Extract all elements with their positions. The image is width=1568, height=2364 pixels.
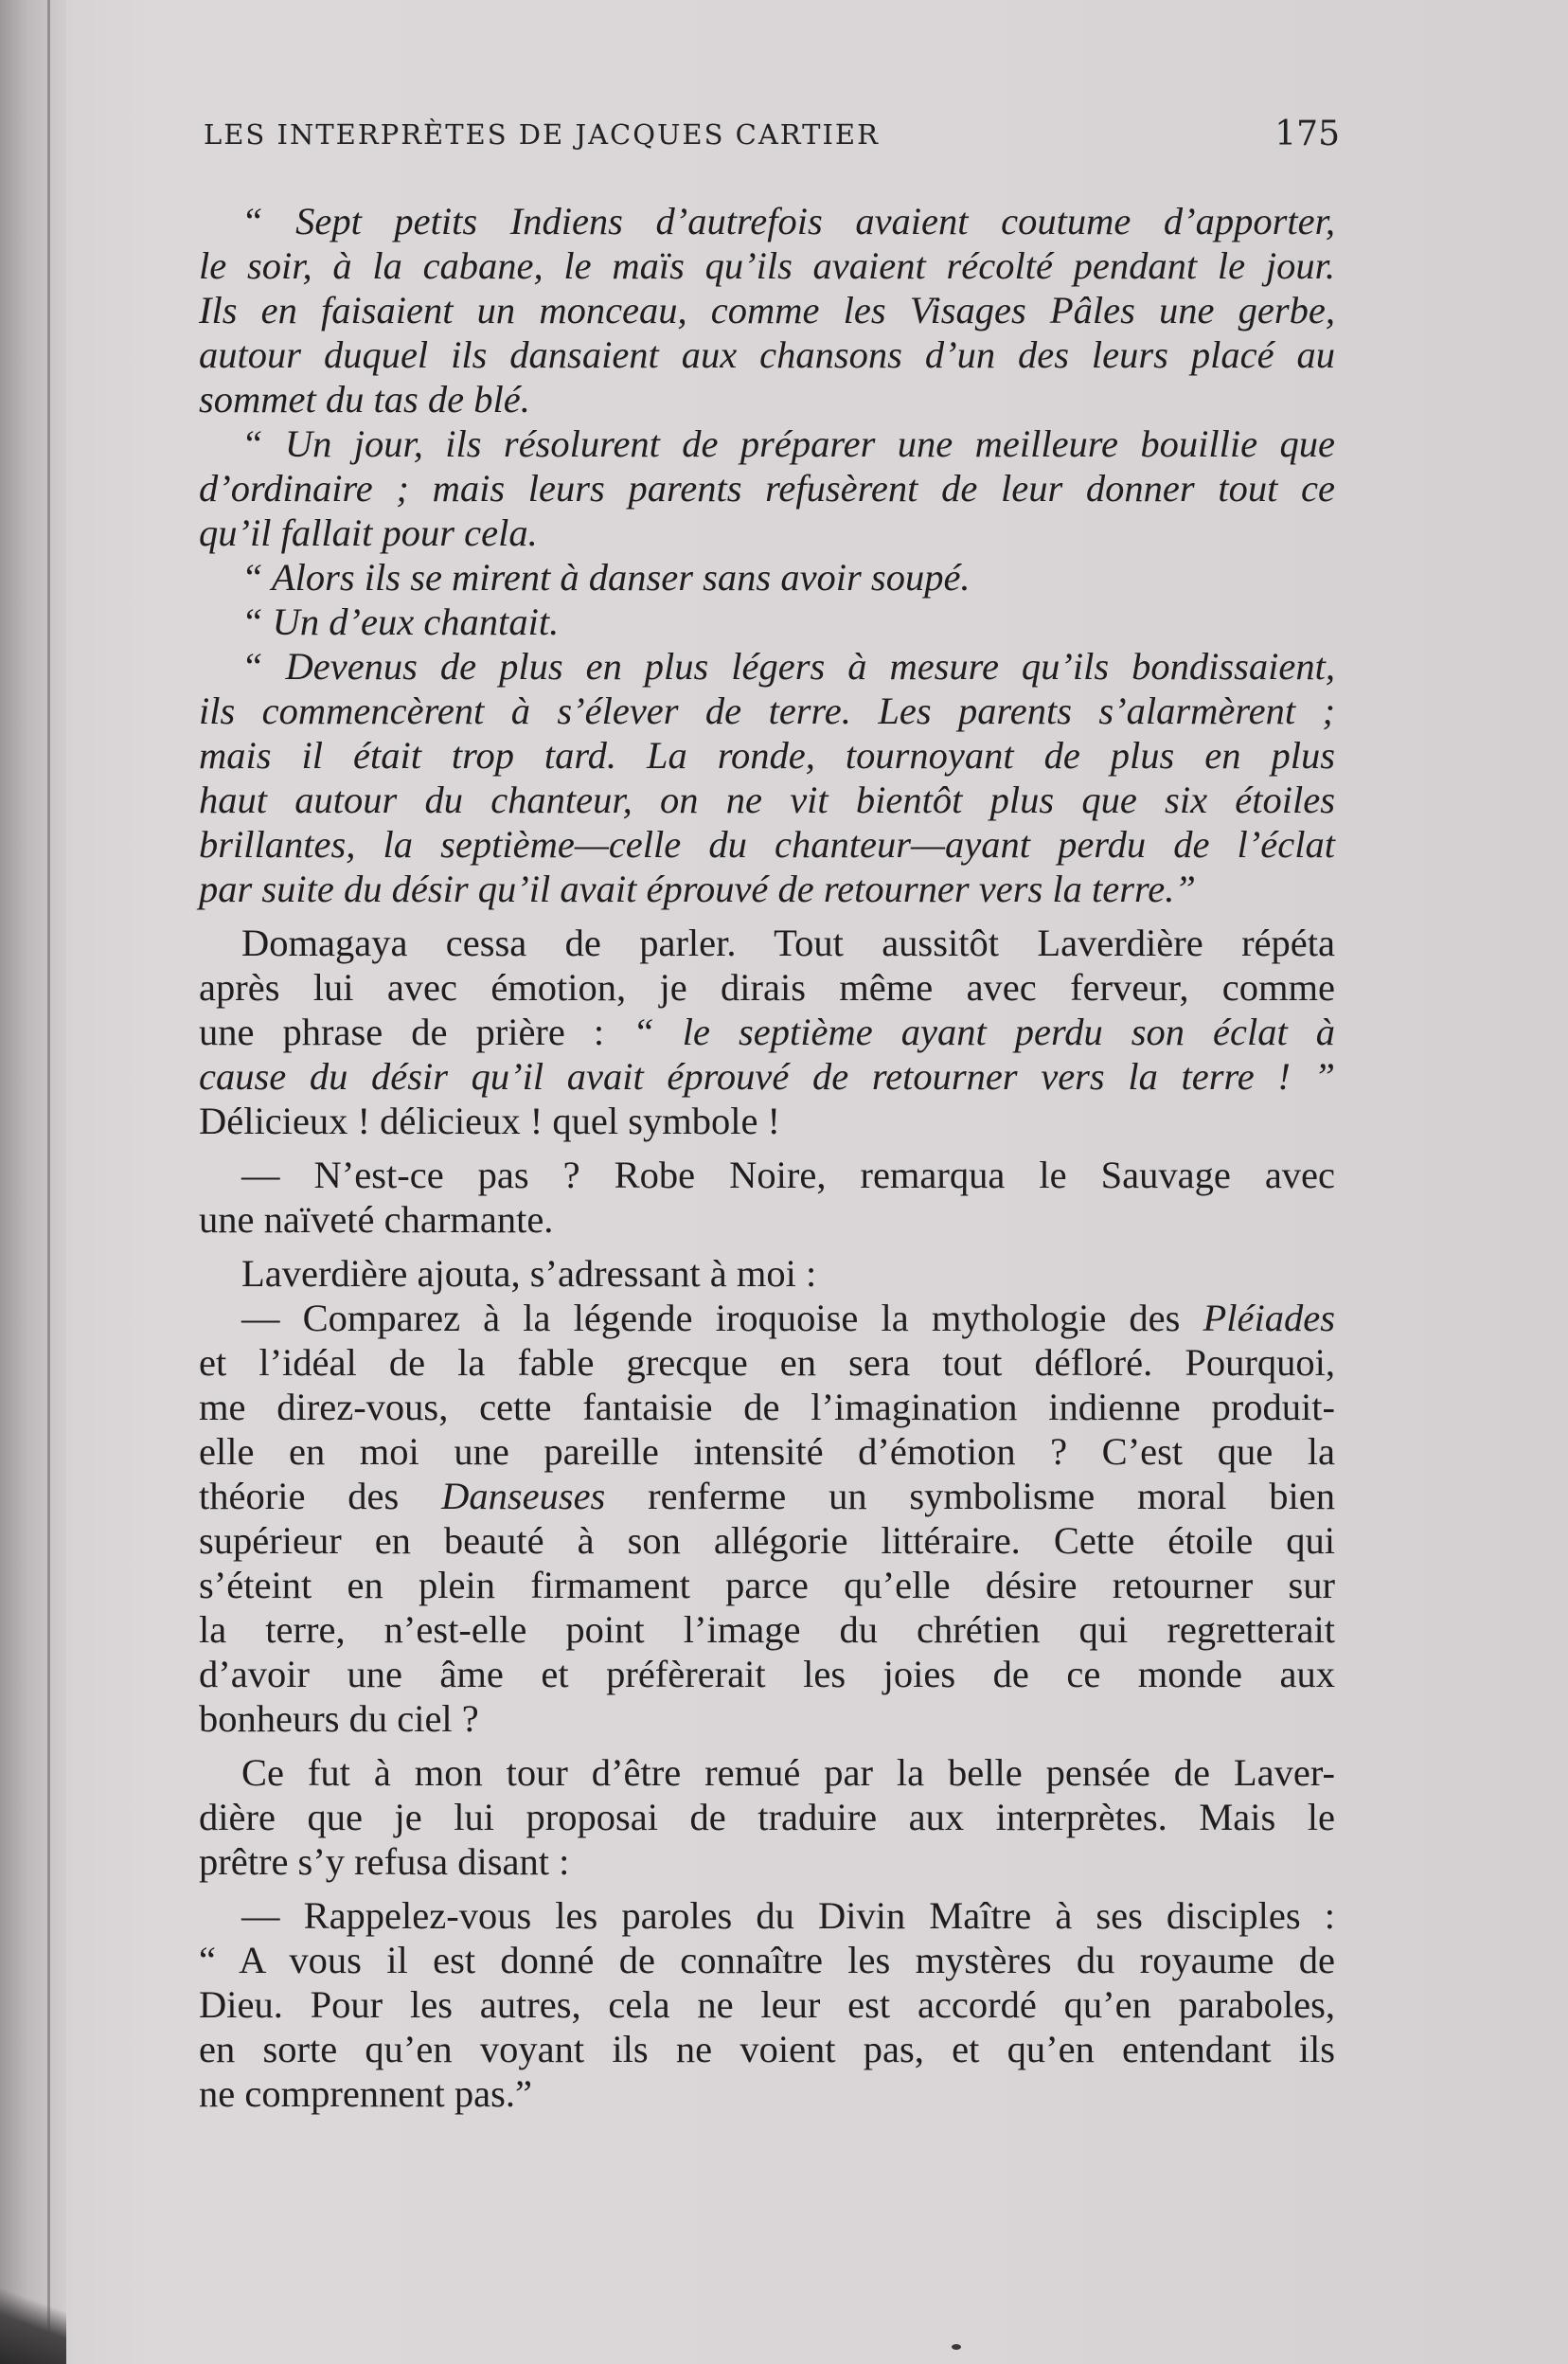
- text-line: s’éteint en plein firmament parce qu’elle désire retourner sur: [199, 1564, 1335, 1606]
- page-corner-shadow: [0, 2279, 66, 2364]
- paragraph-domagaya: [199, 921, 1335, 1143]
- text-line: autour duquel ils dansaient aux chansons d’un des leurs placé au: [199, 333, 1335, 376]
- text-run: — Comparez à la légende iroquoise la mythologie des: [241, 1297, 1203, 1339]
- text-line: Dieu. Pour les autres, cela ne leur est accordé qu’en paraboles,: [199, 1983, 1335, 2026]
- text-line: après lui avec émotion, je dirais même avec ferveur, comme: [199, 966, 1335, 1009]
- text-run: renferme un symbolisme moral bien: [605, 1475, 1336, 1517]
- text-line: Délicieux ! délicieux ! quel symbole !: [199, 1100, 781, 1142]
- text-line: la terre, n’est-elle point l’image du chrétien qui regretterait: [199, 1608, 1335, 1651]
- text-line: Ce fut à mon tour d’être remué par la belle pensée de Laver-: [241, 1751, 1335, 1794]
- legend-paragraph-5: [199, 644, 1335, 911]
- text-line: [199, 1474, 1335, 1518]
- legend-paragraph-4: [199, 600, 1335, 644]
- text-line: ils commencèrent à s’élever de terre. Les parents s’alarmèrent ;: [199, 690, 1335, 732]
- paragraph-laverdiere: [199, 1251, 1335, 1296]
- paragraph-ce-fut: [199, 1750, 1335, 1884]
- page-number: 175: [1274, 115, 1340, 153]
- page-gutter: [0, 0, 66, 2364]
- text-run-italic: “ le septième ayant perdu son éclat à: [633, 1011, 1335, 1053]
- text-line: bonheurs du ciel ?: [199, 1697, 479, 1740]
- text-line: d’avoir une âme et préfèrerait les joies de ce monde aux: [199, 1653, 1335, 1695]
- text-line: elle en moi une pareille intensité d’émotion ? C’est que la: [199, 1430, 1335, 1473]
- text-line: haut autour du chanteur, on ne vit bientôt plus que six étoiles: [199, 779, 1335, 821]
- running-title: LES INTERPRÈTES DE JACQUES CARTIER: [204, 118, 880, 151]
- text-line: — N’est-ce pas ? Robe Noire, remarqua le Sauvage avec: [241, 1154, 1335, 1196]
- page-text: [199, 199, 1335, 2116]
- text-line: Ils en faisaient un monceau, comme les Visages Pâles une gerbe,: [199, 289, 1335, 331]
- text-line: — Rappelez-vous les paroles du Divin Maître à ses disciples :: [241, 1894, 1335, 1937]
- text-line: mais il était trop tard. La ronde, tournoyant de plus en plus: [199, 734, 1335, 777]
- legend-paragraph-3: [199, 555, 1335, 600]
- text-line: cause du désir qu’il avait éprouvé de retourner vers la terre ! ”: [199, 1055, 1335, 1098]
- text-line: sommet du tas de blé.: [199, 378, 530, 421]
- paragraph-rappelez: [199, 1893, 1335, 2116]
- text-line: “ Alors ils se mirent à danser sans avoir soupé.: [241, 556, 971, 599]
- text-line: ne comprennent pas.”: [199, 2072, 532, 2115]
- text-line: dière que je lui proposai de traduire aux interprètes. Mais le: [199, 1796, 1335, 1838]
- text-line: le soir, à la cabane, le maïs qu’ils avaient récolté pendant le jour.: [199, 244, 1335, 287]
- paragraph-sauvage: [199, 1153, 1335, 1242]
- text-run-italic: Pléiades: [1203, 1297, 1335, 1339]
- text-line: et l’idéal de la fable grecque en sera tout défloré. Pourquoi,: [199, 1341, 1335, 1384]
- text-run: une phrase de prière :: [199, 1011, 633, 1053]
- legend-paragraph-2: [199, 421, 1335, 555]
- text-line: une naïveté charmante.: [199, 1198, 554, 1241]
- text-line: prêtre s’y refusa disant :: [199, 1840, 570, 1883]
- text-line: [199, 1296, 1335, 1340]
- text-line: “ Un d’eux chantait.: [241, 600, 560, 643]
- text-run-italic: Danseuses: [441, 1475, 606, 1517]
- binding-shadow: [47, 0, 50, 2364]
- text-line: me direz-vous, cette fantaisie de l’imagination indienne produit-: [199, 1386, 1335, 1428]
- text-line: en sorte qu’en voyant ils ne voient pas, et qu’en entendant ils: [199, 2028, 1335, 2070]
- text-line: [199, 1010, 1335, 1054]
- text-line: d’ordinaire ; mais leurs parents refusèrent de leur donner tout ce: [199, 467, 1335, 510]
- text-line: “ Un jour, ils résolurent de préparer une meilleure bouillie que: [241, 422, 1335, 465]
- text-line: Domagaya cessa de parler. Tout aussitôt Laverdière répéta: [241, 922, 1335, 964]
- legend-paragraph-1: [199, 199, 1335, 421]
- text-line: brillantes, la septième—celle du chanteur—ayant perdu de l’éclat: [199, 823, 1335, 866]
- text-line: par suite du désir qu’il avait éprouvé de retourner vers la terre.”: [199, 868, 1196, 910]
- text-line: “ Devenus de plus en plus légers à mesure qu’ils bondissaient,: [241, 645, 1335, 688]
- text-line: “ Sept petits Indiens d’autrefois avaient coutume d’apporter,: [241, 200, 1335, 242]
- text-line: supérieur en beauté à son allégorie littéraire. Cette étoile qui: [199, 1519, 1335, 1562]
- running-head: [204, 115, 1340, 156]
- paragraph-comparez: [199, 1296, 1335, 1741]
- text-line: Laverdière ajouta, s’adressant à moi :: [241, 1252, 817, 1295]
- text-line: “ A vous il est donné de connaître les mystères du royaume de: [199, 1939, 1335, 1981]
- ink-speck: [952, 2344, 961, 2350]
- text-line: qu’il fallait pour cela.: [199, 511, 538, 554]
- text-run: théorie des: [199, 1475, 442, 1517]
